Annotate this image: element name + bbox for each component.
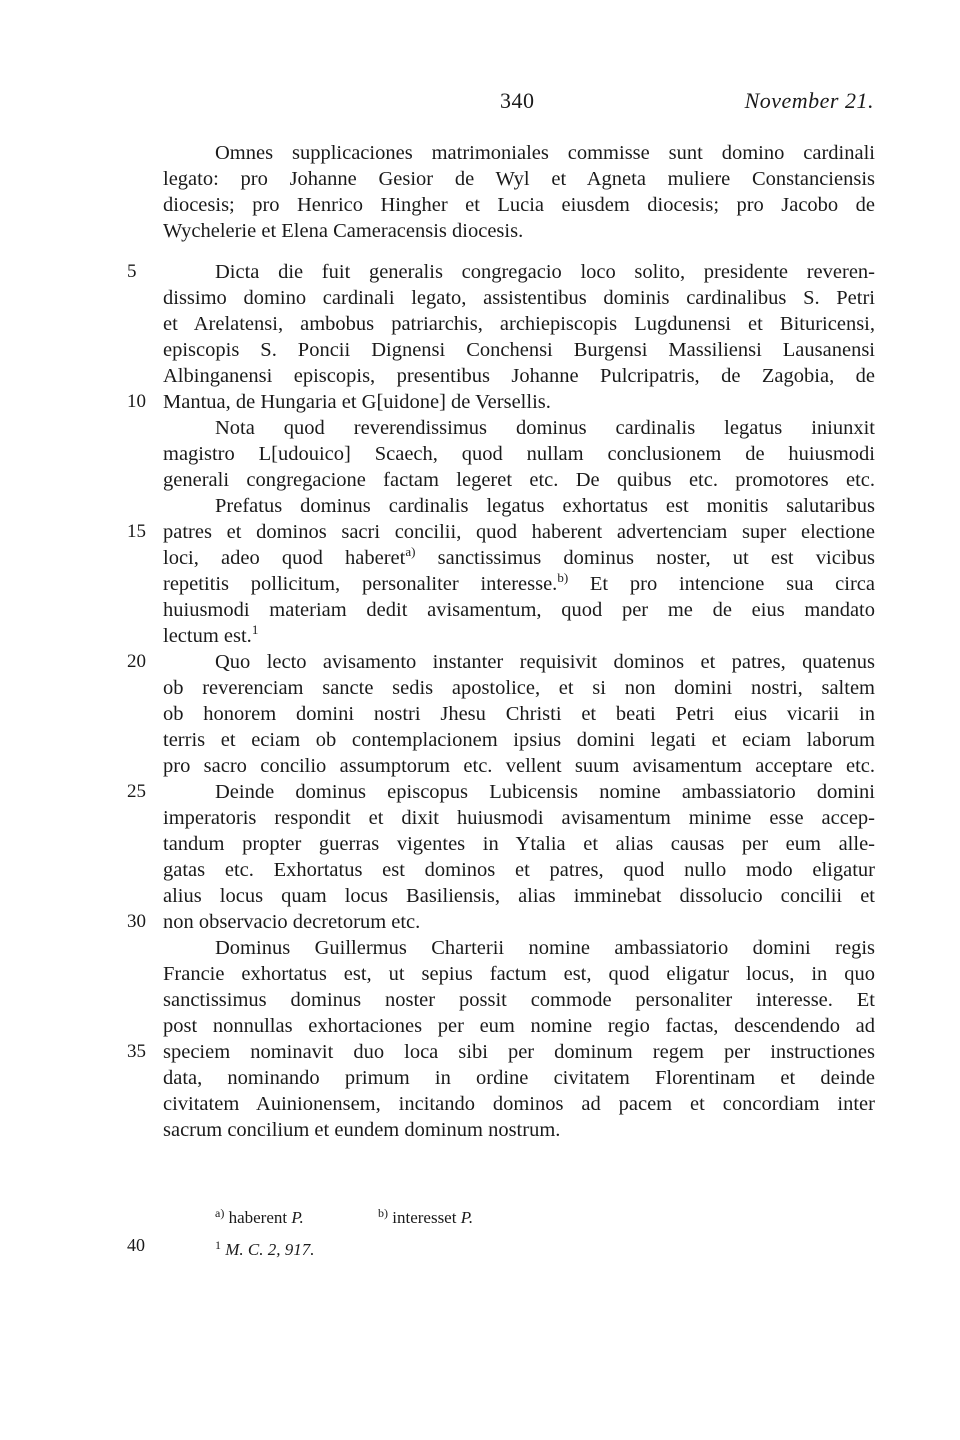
line-text: post nonnullas exhortaciones per eum nomine regio factas, descendendo ad	[163, 1015, 875, 1037]
text-line	[163, 1117, 875, 1143]
text-line	[163, 805, 875, 831]
text-line	[127, 389, 875, 415]
line-text-continued: sanctissimus dominus noster, ut est vicibus	[415, 547, 875, 569]
line-text: civitatem Auinionensem, incitando dominos ad pacem et concordiam inter	[163, 1093, 875, 1115]
line-text: legato: pro Johanne Gesior de Wyl et Agneta muliere Constanciensis	[163, 168, 875, 190]
line-text: magistro L[udouico] Scaech, quod nullam conclusionem de huiusmodi	[163, 443, 875, 465]
line-text: speciem nominavit duo loca sibi per dominum regem per instructiones	[163, 1041, 875, 1063]
line-number: 40	[127, 1235, 145, 1255]
footnote-1-marker: 1	[215, 1238, 221, 1252]
line-text: Prefatus dominus cardinalis legatus exhortatus est monitis salutaribus	[215, 495, 875, 517]
text-line	[163, 935, 875, 961]
line-text: Deinde dominus episcopus Lubicensis nomine ambassiatorio domini	[215, 781, 875, 803]
text-line	[163, 883, 875, 909]
footnote-row-2	[127, 1229, 875, 1261]
line-text: repetitis pollicitum, personaliter interesse.	[163, 573, 558, 595]
text-line	[127, 259, 875, 285]
text-line	[163, 192, 875, 218]
line-text: episcopis S. Poncii Dignensi Conchensi Burgensi Massiliensi Lausanensi	[163, 339, 875, 361]
text-line	[163, 337, 875, 363]
line-text: huiusmodi materiam dedit avisamentum, quod per me de eius mandato	[163, 599, 875, 621]
paragraph-gap	[163, 244, 875, 259]
text-line	[163, 285, 875, 311]
text-line	[163, 1013, 875, 1039]
line-text: Mantua, de Hungaria et G[uidone] de Versellis.	[163, 391, 551, 413]
line-text: lectum est.	[163, 625, 252, 647]
line-text: generali congregacione factam legeret etc. De quibus etc. promotores etc.	[163, 469, 875, 491]
footnote-b-marker: b)	[378, 1206, 388, 1220]
text-line	[163, 218, 875, 244]
text-line	[163, 545, 875, 571]
text-line	[163, 727, 875, 753]
text-line	[163, 493, 875, 519]
line-number: 35	[127, 1041, 146, 1062]
text-line	[163, 831, 875, 857]
text-line	[163, 597, 875, 623]
footnote-row-1	[163, 1197, 875, 1229]
line-number: 25	[127, 781, 146, 802]
text-line	[163, 987, 875, 1013]
line-text: tandum propter guerras vigentes in Ytalia et alias causas per eum alle-	[163, 833, 875, 855]
line-text: imperatoris respondit et dixit huiusmodi avisamentum minime esse accep-	[163, 807, 875, 829]
text-line	[163, 1065, 875, 1091]
line-text: Francie exhortatus est, ut sepius factum est, quod eligatur locus, in quo	[163, 963, 875, 985]
line-text: patres et dominos sacri concilii, quod haberent advertenciam super electione	[163, 521, 875, 543]
line-text: pro sacro concilio assumptorum etc. vellent suum avisamentum acceptare etc.	[163, 755, 875, 777]
footnote-a-siglum: P.	[291, 1208, 304, 1227]
text-line	[163, 857, 875, 883]
line-text: non observacio decretorum etc.	[163, 911, 421, 933]
text-line	[163, 675, 875, 701]
text-line	[163, 961, 875, 987]
line-text: diocesis; pro Henrico Hingher et Lucia eiusdem diocesis; pro Jacobo de	[163, 194, 875, 216]
text-line	[163, 571, 875, 597]
text-line	[127, 909, 875, 935]
line-number: 15	[127, 521, 146, 542]
line-number: 5	[127, 261, 137, 282]
text-line	[127, 1039, 875, 1065]
line-text: Dicta die fuit generalis congregacio loco solito, presidente reveren-	[215, 261, 875, 283]
footnote-marker: 1	[251, 622, 259, 637]
line-number: 10	[127, 391, 146, 412]
line-text: sacrum concilium et eundem dominum nostrum.	[163, 1119, 561, 1141]
text-line	[127, 649, 875, 675]
line-text-continued: Et pro intencione sua circa	[568, 573, 875, 595]
footnote-a-marker: a)	[215, 1206, 225, 1220]
line-text: ob honorem domini nostri Jhesu Christi et beati Petri eius vicarii in	[163, 703, 875, 725]
text-line	[163, 415, 875, 441]
text-line	[163, 753, 875, 779]
line-text: Quo lecto avisamento instanter requisivit dominos et patres, quatenus	[215, 651, 875, 673]
text-line	[163, 701, 875, 727]
body-text	[127, 140, 875, 1143]
line-text: Nota quod reverendissimus dominus cardinalis legatus iniunxit	[215, 417, 875, 439]
footnote-marker: b)	[557, 570, 569, 585]
line-number: 30	[127, 911, 146, 932]
page-number: 340	[500, 88, 535, 113]
line-text: loci, adeo quod haberet	[163, 547, 406, 569]
running-head: November 21.	[744, 88, 874, 113]
line-text: ob reverenciam sancte sedis apostolice, et si non domini nostri, saltem	[163, 677, 875, 699]
text-line	[163, 311, 875, 337]
text-line	[163, 363, 875, 389]
footnote-b-siglum: P.	[460, 1208, 474, 1227]
line-text: Dominus Guillermus Charterii nomine ambassiatorio domini regis	[215, 937, 875, 959]
line-text: et Arelatensi, ambobus patriarchis, archiepiscopis Lugdunensi et Bituricensi,	[163, 313, 875, 335]
text-line	[163, 166, 875, 192]
footnote-marker: a)	[405, 544, 416, 559]
footnotes	[127, 1197, 875, 1261]
footnote-1-ref: M. C. 2, 917.	[225, 1240, 315, 1259]
text-line	[163, 1091, 875, 1117]
text-line	[163, 140, 875, 166]
text-line	[127, 519, 875, 545]
line-text: dissimo domino cardinali legato, assistentibus dominis cardinalibus S. Petri	[163, 287, 875, 309]
line-text: alius locus quam locus Basiliensis, alias imminebat dissolucio concilii et	[163, 885, 875, 907]
line-text: data, nominando primum in ordine civitatem Florentinam et deinde	[163, 1067, 875, 1089]
footnote-1	[215, 1229, 315, 1266]
line-text: terris et eciam ob contemplacionem ipsius domini legati et eciam laborum	[163, 729, 875, 751]
footnote-b-text: interesset	[392, 1208, 457, 1227]
line-number: 20	[127, 651, 146, 672]
text-line	[163, 467, 875, 493]
line-text: sanctissimus dominus noster possit commode personaliter interesse. Et	[163, 989, 875, 1011]
line-text: Albinganensi episcopis, presentibus Johanne Pulcripatris, de Zagobia, de	[163, 365, 875, 387]
line-text: Omnes supplicaciones matrimoniales commisse sunt domino cardinali	[215, 142, 875, 164]
text-line	[127, 779, 875, 805]
text-line	[163, 441, 875, 467]
footnote-a-text: haberent	[228, 1208, 288, 1227]
line-text: Wychelerie et Elena Cameracensis diocesis.	[163, 220, 524, 242]
line-text: gatas etc. Exhortatus est dominos et patres, quod nullo modo eligatur	[163, 859, 875, 881]
text-line	[163, 623, 875, 649]
